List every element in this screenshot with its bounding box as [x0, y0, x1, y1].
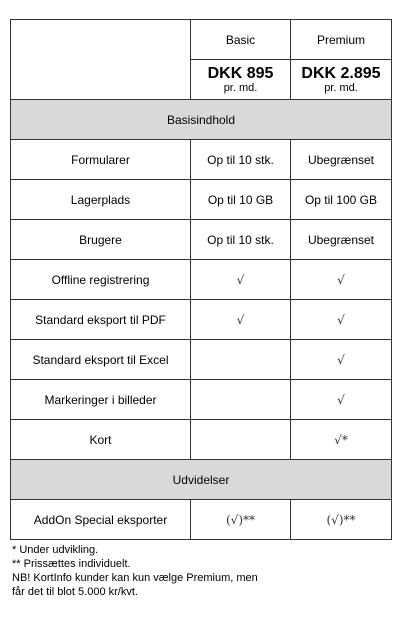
feature-row	[11, 220, 392, 260]
price-basic: DKK 895	[207, 64, 274, 82]
section-title: Basisindhold	[11, 100, 392, 140]
corner-cell	[11, 20, 191, 100]
section-header-udvidelser	[11, 460, 392, 500]
premium-value: Ubegrænset	[291, 140, 392, 180]
footnote: NB! KortInfo kunder kan kun vælge Premium, men	[12, 572, 258, 584]
footnote: får det til blot 5.000 kr/kvt.	[12, 586, 138, 598]
section-header-basisindhold	[11, 100, 392, 140]
premium-value: Op til 100 GB	[291, 180, 392, 220]
premium-check-icon: √	[291, 380, 392, 420]
basic-check-icon: √	[191, 300, 291, 340]
premium-value: Ubegrænset	[291, 220, 392, 260]
basic-value	[191, 380, 291, 420]
feature-label: Markeringer i billeder	[11, 380, 191, 420]
price-cell-basic	[191, 60, 291, 100]
premium-check-icon: √	[291, 260, 392, 300]
feature-row	[11, 300, 392, 340]
feature-label: Kort	[11, 420, 191, 460]
feature-row	[11, 340, 392, 380]
feature-row	[11, 180, 392, 220]
section-title: Udvidelser	[11, 460, 392, 500]
feature-row	[11, 380, 392, 420]
period-premium: pr. md.	[324, 81, 358, 94]
footnote: * Under udvikling.	[12, 544, 99, 556]
footnotes	[12, 543, 258, 599]
premium-value: (√)**	[291, 500, 392, 540]
basic-check-icon: √	[191, 260, 291, 300]
plan-header-row	[11, 20, 392, 60]
feature-label: Offline registrering	[11, 260, 191, 300]
basic-value	[191, 420, 291, 460]
plan-name-basic: Basic	[191, 20, 291, 60]
premium-check-icon: √	[291, 340, 392, 380]
price-cell-premium	[291, 60, 392, 100]
price-premium: DKK 2.895	[301, 64, 381, 82]
premium-check-icon: √*	[291, 420, 392, 460]
feature-row	[11, 260, 392, 300]
footnote: ** Prissættes individuelt.	[12, 558, 131, 570]
basic-value	[191, 340, 291, 380]
feature-row	[11, 420, 392, 460]
feature-row	[11, 500, 392, 540]
feature-label: AddOn Special eksporter	[11, 500, 191, 540]
feature-row	[11, 140, 392, 180]
feature-label: Standard eksport til PDF	[11, 300, 191, 340]
basic-value: Op til 10 GB	[191, 180, 291, 220]
plan-name-premium: Premium	[291, 20, 392, 60]
premium-check-icon: √	[291, 300, 392, 340]
feature-label: Lagerplads	[11, 180, 191, 220]
feature-label: Formularer	[11, 140, 191, 180]
feature-label: Standard eksport til Excel	[11, 340, 191, 380]
basic-value: (√)**	[191, 500, 291, 540]
basic-value: Op til 10 stk.	[191, 220, 291, 260]
period-basic: pr. md.	[223, 81, 258, 94]
basic-value: Op til 10 stk.	[191, 140, 291, 180]
pricing-table	[10, 19, 392, 540]
feature-label: Brugere	[11, 220, 191, 260]
